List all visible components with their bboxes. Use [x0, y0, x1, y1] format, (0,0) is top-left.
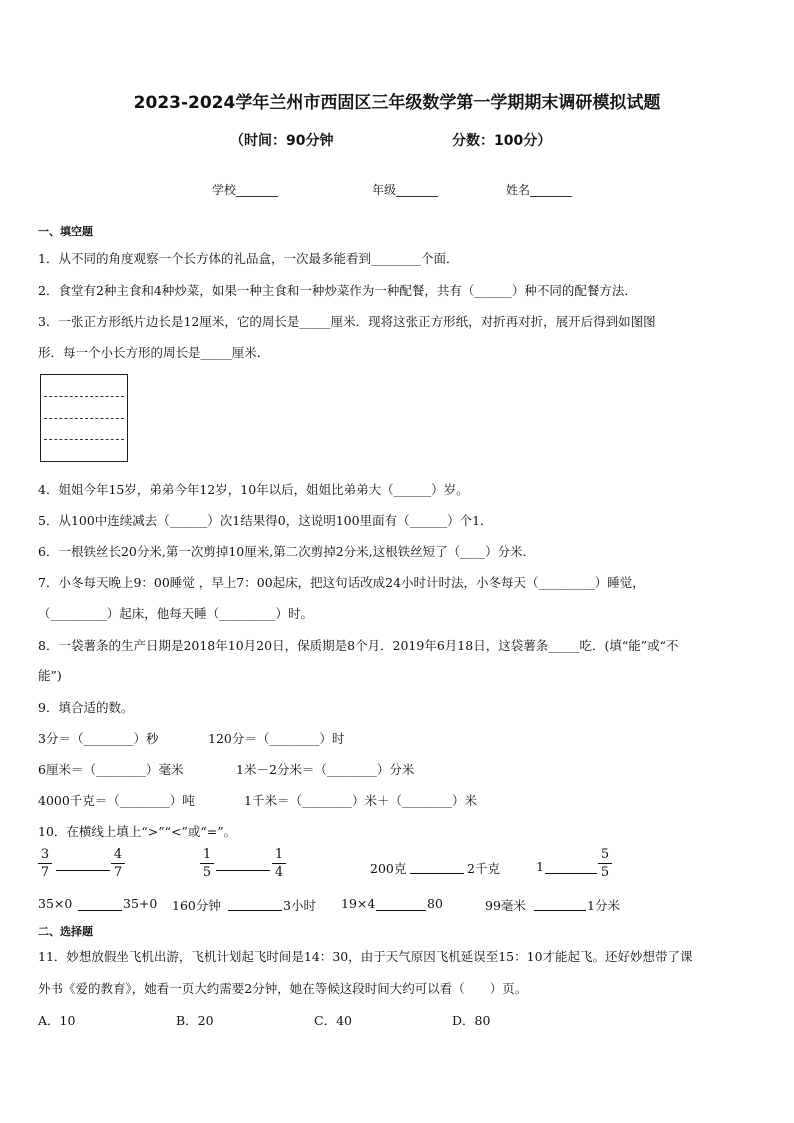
fraction — [272, 847, 286, 882]
question-11-line2: 外书《爱的教育》，她看一页大约需要2分钟，她在等候这段时间大约可以看（ ）页。 — [38, 981, 528, 996]
question-2: 2．食堂有2种主食和4种炒菜，如果一种主食和一种炒菜作为一种配餐，共有（______）种不同的配餐方法． — [38, 283, 637, 298]
compare-left: 19×4 — [341, 896, 376, 911]
fraction — [598, 847, 612, 882]
q9-item: 4000千克＝（________）吨 — [38, 793, 195, 808]
q9-item: 6厘米＝（________）毫米 — [38, 762, 184, 777]
question-3-line1: 3．一张正方形纸片边长是12厘米，它的周长是_____厘米．现将这张正方形纸，对折再对折，展开后得到如图图 — [38, 314, 656, 329]
compare-right: 35+0 — [123, 896, 158, 911]
fold-line — [44, 418, 124, 419]
option-c: C．40 — [314, 1013, 352, 1028]
question-6: 6．一根铁丝长20分米,第一次剪掉10厘米,第二次剪掉2分米,这根铁丝短了（____）分米． — [38, 544, 536, 559]
option-d: D．80 — [452, 1013, 491, 1028]
numerator: 3 — [38, 847, 52, 864]
numerator: 1 — [272, 847, 286, 864]
question-9: 9．填合适的数。 — [38, 700, 134, 715]
page-title: 2023-2024学年兰州市西固区三年级数学第一学期期末调研模拟试题 — [133, 93, 661, 113]
school-field: 学校_______ — [212, 183, 279, 197]
exam-score: 分数：100分） — [452, 133, 552, 149]
answer-blank — [376, 910, 426, 911]
compare-left: 99毫米 — [485, 898, 526, 913]
question-10: 10．在横线上填上“>”“<”或“=”。 — [38, 824, 237, 839]
answer-blank — [545, 873, 597, 874]
question-8-line2: 能”) — [38, 668, 62, 683]
denominator: 4 — [274, 865, 284, 880]
answer-blank — [216, 870, 270, 871]
numerator: 4 — [111, 847, 125, 864]
question-7-line1: 7．小冬每天晚上9：00睡觉 ，早上7：00起床，把这句话改成24小时计时法，小冬每天（_________）睡觉， — [38, 575, 645, 590]
compare-left: 200克 — [370, 861, 407, 876]
question-4: 4．姐姐今年15岁，弟弟今年12岁，10年以后，姐姐比弟弟大（______）岁。 — [38, 482, 469, 497]
answer-blank — [228, 910, 282, 911]
denominator: 7 — [40, 865, 50, 880]
compare-right: 2千克 — [467, 861, 500, 876]
denominator: 5 — [600, 865, 610, 880]
answer-blank — [410, 873, 464, 874]
question-5: 5．从100中连续减去（______）次1结果得0，这说明100里面有（______）个1． — [38, 513, 493, 528]
section-multiple-choice: 二、选择题 — [38, 925, 93, 938]
q9-item: 1千米＝（________）米＋（________）米 — [244, 793, 477, 808]
fold-line — [44, 396, 124, 397]
compare-right: 80 — [427, 896, 443, 911]
fold-line — [44, 439, 124, 440]
grade-field: 年级_______ — [372, 183, 439, 197]
exam-time: （时间：90分钟 — [230, 133, 334, 149]
answer-blank — [534, 910, 586, 911]
question-3-line2: 形．每一个小长方形的周长是_____厘米． — [38, 345, 270, 360]
question-11-line1: 11．妙想放假坐飞机出游，飞机计划起飞时间是14：30，由于天气原因飞机延误至15：10才能起飞。还好妙想带了课 — [38, 949, 693, 964]
compare-left: 1 — [536, 859, 544, 874]
question-1: 1．从不同的角度观察一个长方体的礼品盒，一次最多能看到________个面． — [38, 251, 459, 266]
answer-blank — [78, 910, 122, 911]
name-field: 姓名_______ — [506, 183, 573, 197]
compare-right: 3小时 — [283, 898, 316, 913]
numerator: 1 — [200, 847, 214, 864]
q9-item: 120分＝（________）时 — [208, 731, 345, 746]
numerator: 5 — [598, 847, 612, 864]
compare-left: 160分钟 — [172, 898, 221, 913]
option-b: B．20 — [176, 1013, 214, 1028]
question-7-line2: （_________）起床，他每天睡（_________）时。 — [38, 606, 314, 621]
option-a: A．10 — [38, 1013, 76, 1028]
q9-item: 3分＝（________）秒 — [38, 731, 159, 746]
answer-blank — [56, 870, 110, 871]
question-8-line1: 8．一袋薯条的生产日期是2018年10月20日，保质期是8个月．2019年6月18日，这袋薯条_____吃．(填“能”或“不 — [38, 638, 679, 653]
folded-square-figure — [40, 374, 128, 462]
q9-item: 1米－2分米＝（________）分米 — [236, 762, 415, 777]
section-fill-blank: 一、填空题 — [38, 225, 93, 238]
fraction — [38, 847, 52, 882]
denominator: 7 — [113, 865, 123, 880]
compare-left: 35×0 — [38, 896, 73, 911]
compare-right: 1分米 — [587, 898, 620, 913]
denominator: 5 — [202, 865, 212, 880]
fraction — [200, 847, 214, 882]
fraction — [111, 847, 125, 882]
